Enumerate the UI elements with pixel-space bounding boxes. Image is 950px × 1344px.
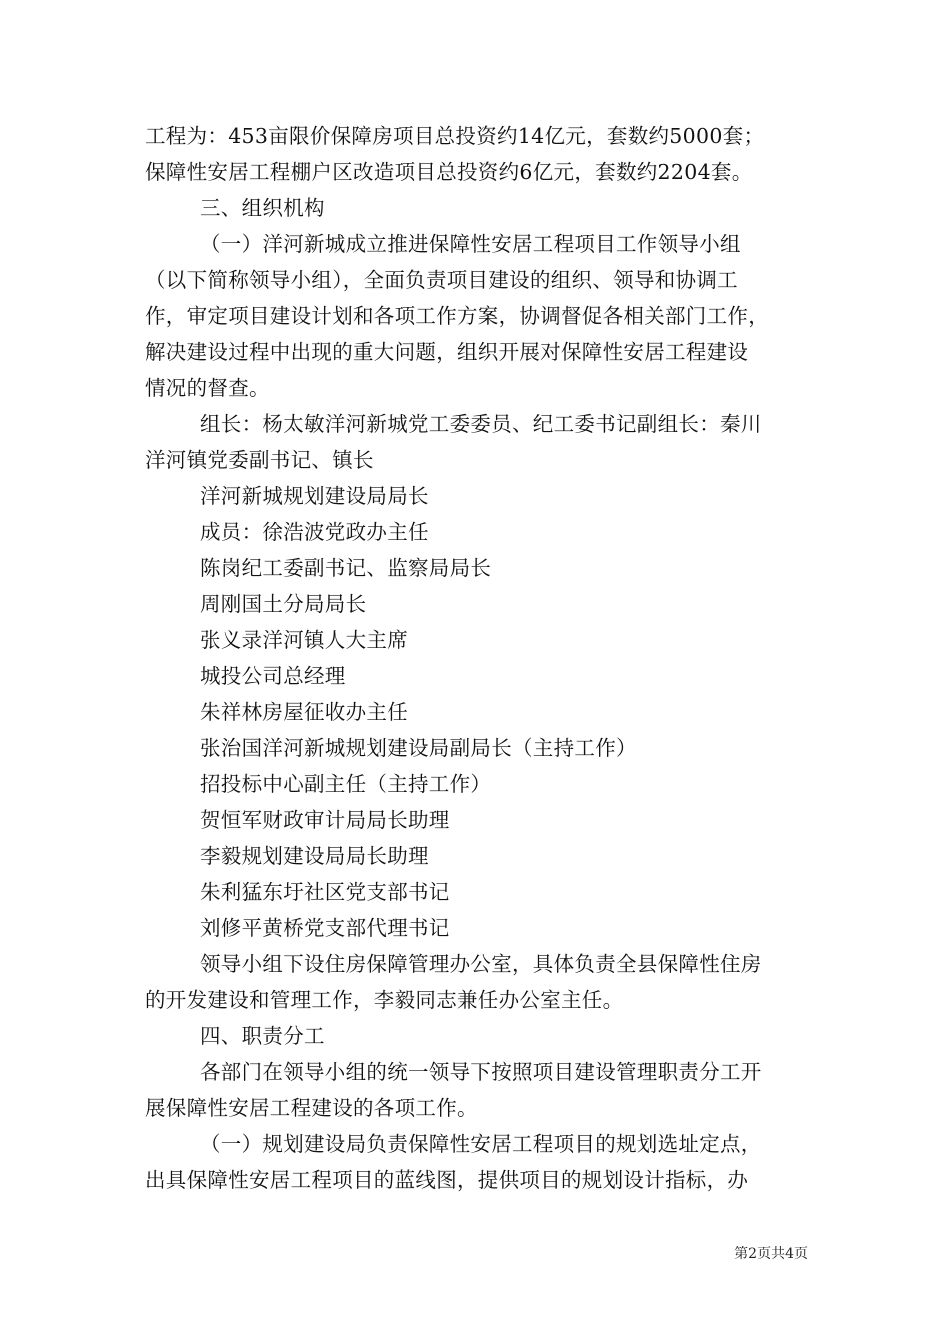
text-line: 保障性安居工程棚户区改造项目总投资约6亿元，套数约2204套。 — [145, 160, 753, 184]
document-body — [145, 118, 813, 1198]
text-line: 各部门在领导小组的统一领导下按照项目建设管理职责分工开 — [200, 1060, 762, 1084]
text-line: 作，审定项目建设计划和各项工作方案，协调督促各相关部门工作， — [145, 304, 769, 328]
text-line: 解决建设过程中出现的重大问题，组织开展对保障性安居工程建设 — [145, 340, 749, 364]
text-line: 工程为：453亩限价保障房项目总投资约14亿元，套数约5000套； — [145, 124, 765, 148]
text-line: 的开发建设和管理工作，李毅同志兼任办公室主任。 — [145, 988, 624, 1012]
text-line: 张义录洋河镇人大主席 — [200, 628, 408, 652]
text-line: 朱利猛东圩社区党支部书记 — [200, 880, 450, 904]
text-line: 刘修平黄桥党支部代理书记 — [200, 916, 450, 940]
text-line: 展保障性安居工程建设的各项工作。 — [145, 1096, 478, 1120]
text-line: 周刚国土分局局长 — [200, 592, 367, 616]
text-line: 出具保障性安居工程项目的蓝线图，提供项目的规划设计指标，办 — [145, 1168, 749, 1192]
text-line: （以下简称领导小组），全面负责项目建设的组织、领导和协调工 — [145, 268, 738, 292]
text-line: 洋河镇党委副书记、镇长 — [145, 448, 374, 472]
text-line: 领导小组下设住房保障管理办公室，具体负责全县保障性住房 — [200, 952, 762, 976]
text-line: 成员：徐浩波党政办主任 — [200, 520, 429, 544]
text-line: 张治国洋河新城规划建设局副局长（主持工作） — [200, 736, 637, 760]
text-line: 朱祥林房屋征收办主任 — [200, 700, 408, 724]
text-line: 情况的督查。 — [145, 376, 270, 400]
text-line: （一）洋河新城成立推进保障性安居工程项目工作领导小组 — [200, 232, 741, 256]
text-line: （一）规划建设局负责保障性安居工程项目的规划选址定点， — [200, 1132, 762, 1156]
text-line: 洋河新城规划建设局局长 — [200, 484, 429, 508]
text-line: 组长：杨太敏洋河新城党工委委员、纪工委书记副组长：秦川 — [200, 412, 762, 436]
text-line: 陈岗纪工委副书记、监察局局长 — [200, 556, 492, 580]
text-line: 三、组织机构 — [200, 196, 325, 220]
text-line: 城投公司总经理 — [200, 664, 346, 688]
text-line: 贺恒军财政审计局局长助理 — [200, 808, 450, 832]
page-number: 第2页共4页 — [734, 1246, 808, 1262]
text-line: 招投标中心副主任（主持工作） — [200, 772, 492, 796]
text-line: 四、职责分工 — [200, 1024, 325, 1048]
text-line: 李毅规划建设局局长助理 — [200, 844, 429, 868]
